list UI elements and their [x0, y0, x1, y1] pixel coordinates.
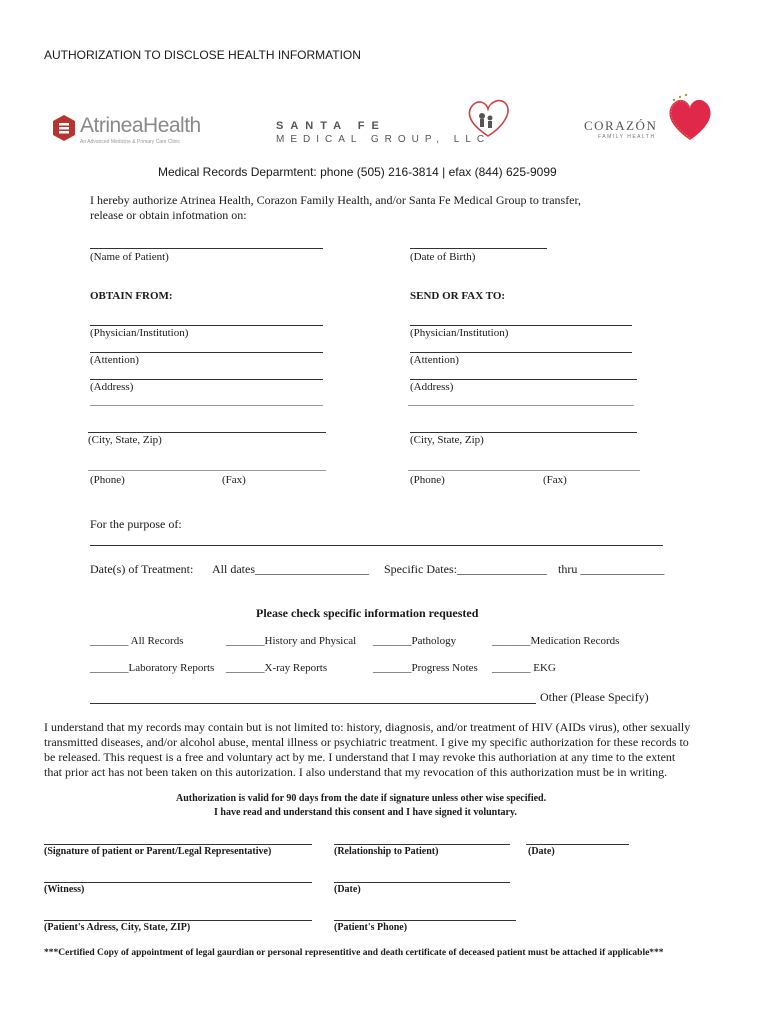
date-line-1[interactable]: [526, 844, 629, 845]
understand-line-4: that prior act has not been taken on this autorization. I also understand that my revocation of this authorization must be in writing.: [44, 765, 668, 779]
send-address-label: (Address): [410, 381, 454, 393]
relationship-line[interactable]: [334, 844, 510, 845]
corazon-logo: [584, 92, 714, 144]
check-ekg[interactable]: _______ EKG: [492, 662, 556, 674]
check-heading: Please check specific information requested: [256, 606, 479, 620]
understand-line-3: be released. This request is a free and voluntary act by me. I understand that I may revoke this authoriation at any time to the extent: [44, 750, 676, 764]
patient-phone-line[interactable]: [334, 920, 516, 921]
intro-line-2: release or obtain infotmation on:: [90, 208, 247, 222]
corazon-tagline: FAMILY HEALTH: [598, 134, 656, 140]
corazon-heart-icon: [664, 92, 716, 144]
send-to-heading: SEND OR FAX TO:: [410, 290, 506, 302]
signature-line[interactable]: [44, 844, 312, 845]
check-history-physical[interactable]: _______History and Physical: [226, 635, 357, 647]
obtain-physician-label: (Physician/Institution): [90, 327, 189, 339]
signature-label: (Signature of patient or Parent/Legal Representative): [44, 846, 272, 857]
send-city-label: (City, State, Zip): [410, 434, 484, 446]
treatment-label: Date(s) of Treatment:: [90, 562, 194, 576]
atrinea-tagline: An Advanced Medicine & Primary Care Clinic: [80, 139, 181, 145]
send-city-line[interactable]: [410, 432, 637, 433]
patient-name-label: (Name of Patient): [90, 251, 169, 263]
specific-dates-field[interactable]: Specific Dates:_______________: [384, 562, 547, 576]
thru-field[interactable]: thru ______________: [558, 562, 665, 576]
obtain-physician-line[interactable]: [90, 325, 323, 326]
patient-phone-label: (Patient's Phone): [334, 922, 408, 933]
send-fax-label: (Fax): [543, 474, 567, 486]
send-physician-line[interactable]: [410, 325, 632, 326]
understand-line-1: I understand that my records may contain but is not limited to: history, diagnosis, and/or treatment of HIV (AIDs virus), other sexually: [44, 720, 691, 734]
date-label-1: (Date): [528, 846, 555, 857]
obtain-attention-line[interactable]: [90, 352, 323, 353]
obtain-fax-label: (Fax): [222, 474, 246, 486]
obtain-from-heading: OBTAIN FROM:: [90, 290, 173, 302]
check-all-records[interactable]: _______ All Records: [90, 635, 184, 647]
patient-address-line[interactable]: [44, 920, 312, 921]
send-phone-line[interactable]: [408, 470, 640, 471]
date-label-2: (Date): [334, 884, 361, 895]
atrinea-mark-icon: [52, 114, 76, 142]
send-phone-label: (Phone): [410, 474, 445, 486]
heart-family-icon: [464, 96, 512, 140]
validity-line-2: I have read and understand this consent and I have signed it voluntary.: [214, 807, 517, 818]
obtain-phone-label: (Phone): [90, 474, 125, 486]
santafe-line1: SANTA FE: [276, 120, 386, 132]
patient-address-label: (Patient's Adress, City, State, ZIP): [44, 922, 191, 933]
check-laboratory-reports[interactable]: _______Laboratory Reports: [90, 662, 215, 674]
send-physician-label: (Physician/Institution): [410, 327, 509, 339]
relationship-label: (Relationship to Patient): [334, 846, 439, 857]
other-specify-line[interactable]: [90, 703, 536, 704]
send-attention-line[interactable]: [410, 352, 632, 353]
send-address-line-2[interactable]: [408, 405, 634, 406]
patient-name-line[interactable]: [90, 248, 323, 249]
footnote: ***Certified Copy of appointment of legal gaurdian or personal representitive and death certificate of deceased patient must be attached if applicable***: [44, 948, 664, 958]
check-progress-notes[interactable]: _______Progress Notes: [373, 662, 478, 674]
atrinea-name: AtrineaHealth: [80, 114, 201, 137]
all-dates-field[interactable]: All dates___________________: [212, 562, 369, 576]
check-medication-records[interactable]: _______Medication Records: [492, 635, 620, 647]
obtain-city-line[interactable]: [88, 432, 326, 433]
santafe-logo: [276, 96, 516, 148]
send-address-line[interactable]: [410, 379, 637, 380]
obtain-phone-line[interactable]: [88, 470, 326, 471]
check-xray-reports[interactable]: _______X-ray Reports: [226, 662, 328, 674]
santafe-line2: MEDICAL GROUP, LLC: [276, 134, 491, 145]
purpose-line[interactable]: [90, 545, 663, 546]
other-specify-label: Other (Please Specify): [540, 690, 649, 704]
form-title: AUTHORIZATION TO DISCLOSE HEALTH INFORMATION: [44, 48, 361, 62]
witness-line[interactable]: [44, 882, 312, 883]
atrinea-logo: [52, 112, 212, 148]
obtain-address-label: (Address): [90, 381, 134, 393]
dob-line[interactable]: [410, 248, 547, 249]
check-pathology[interactable]: _______Pathology: [373, 635, 457, 647]
obtain-city-label: (City, State, Zip): [88, 434, 162, 446]
validity-line-1: Authorization is valid for 90 days from the date if signature unless other wise specified.: [176, 793, 547, 804]
corazon-name: CORAZÓN: [584, 118, 658, 133]
obtain-address-line[interactable]: [90, 379, 323, 380]
intro-line-1: I hereby authorize Atrinea Health, Corazon Family Health, and/or Santa Fe Medical Group to transfer,: [90, 193, 582, 207]
obtain-address-line-2[interactable]: [90, 405, 323, 406]
dob-label: (Date of Birth): [410, 251, 476, 263]
understand-line-2: transmitted diseases, and/or alcohol abuse, mental illness or psychiatric treatment. I give my specific authorization for these records to: [44, 735, 689, 749]
date-line-2[interactable]: [334, 882, 510, 883]
send-attention-label: (Attention): [410, 354, 459, 366]
contact-line: Medical Records Deparmtent: phone (505) 216-3814 | efax (844) 625-9099: [158, 165, 557, 179]
witness-label: (Witness): [44, 884, 85, 895]
purpose-label: For the purpose of:: [90, 517, 182, 531]
obtain-attention-label: (Attention): [90, 354, 139, 366]
